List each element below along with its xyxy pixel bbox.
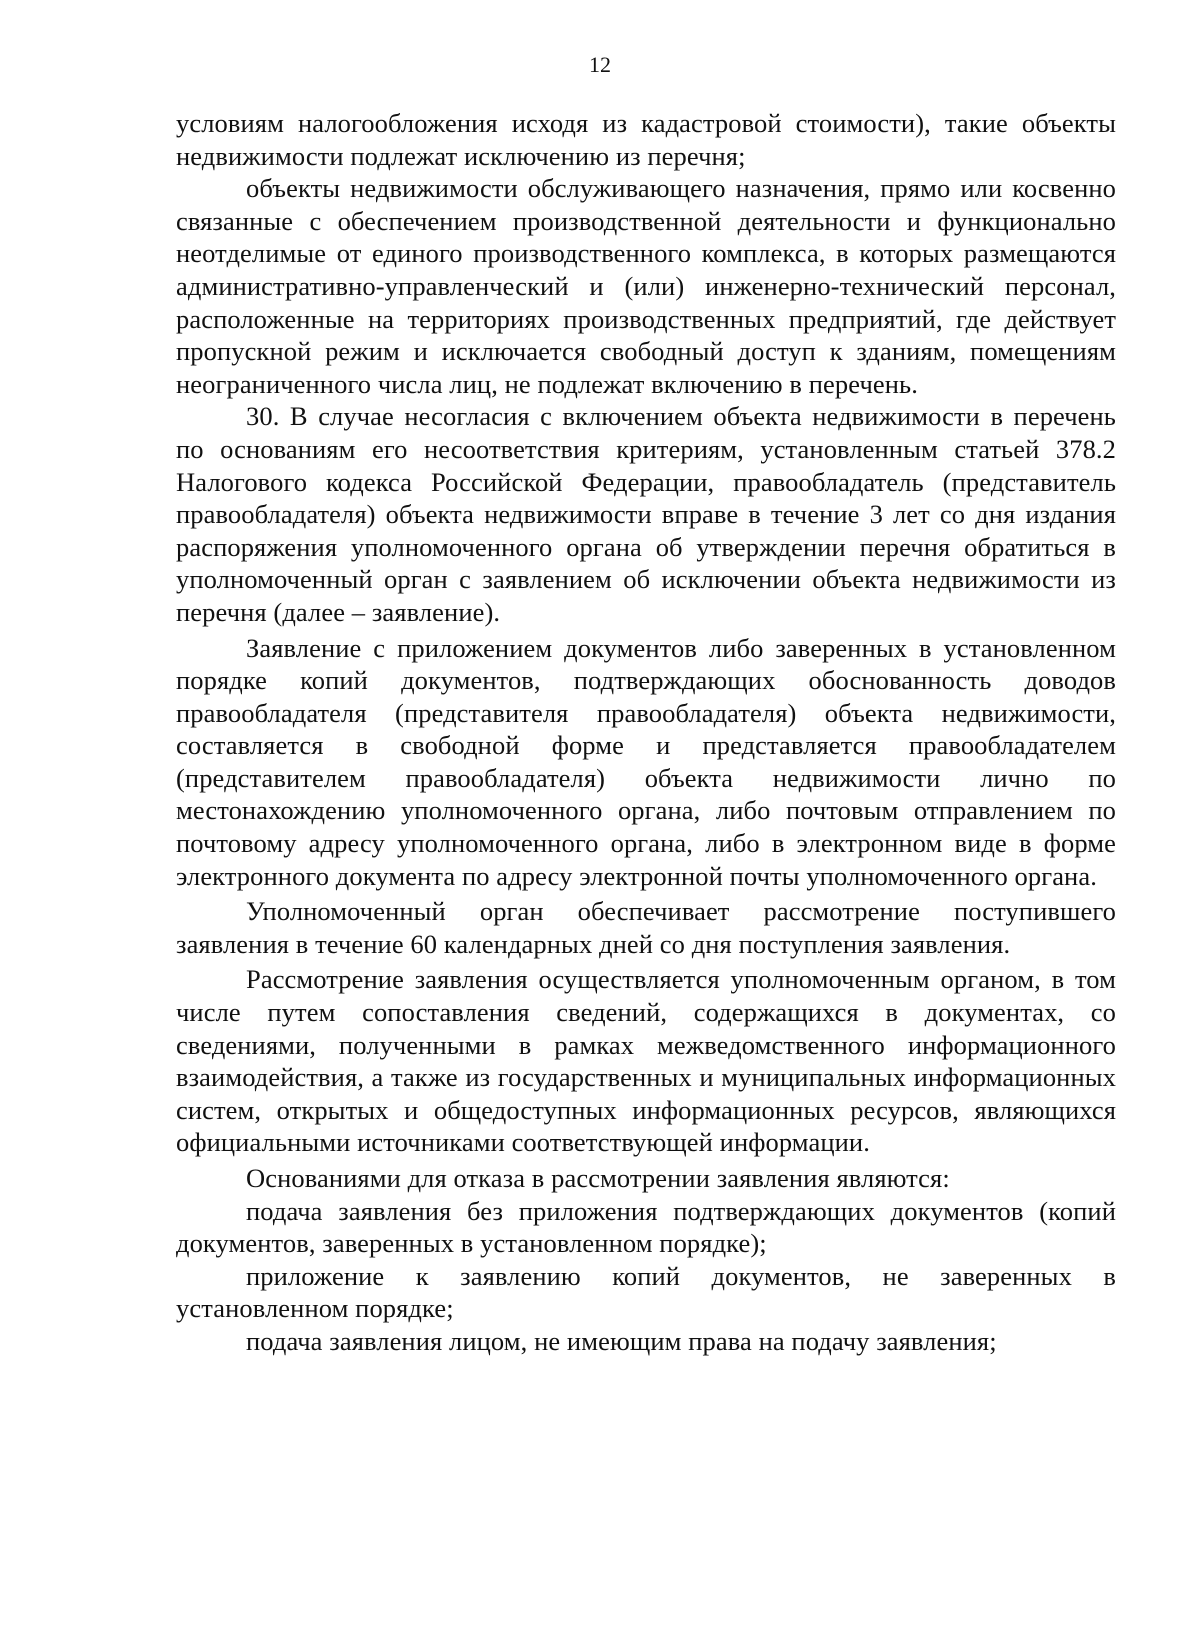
- paragraph-item-30: 30. В случае несогласия с включением объекта недвижимости в перечень по основаниям его несоответствия критериям, установленным статьей 378.2 Налогового кодекса Российской Федерации, правообладатель (представитель правообладателя) объекта недвижимости вправе в течение 3 лет со дня издания распоряжения уполномоченного органа об утверждении перечня обратиться в уполномоченный орган с заявлением об исключении объекта недвижимости из перечня (далее – заявление).: [176, 401, 1116, 627]
- list-item: подача заявления без приложения подтверждающих документов (копий документов, заверенных в установленном порядке);: [176, 1195, 1116, 1259]
- document-body: [176, 107, 1116, 1358]
- list-item: приложение к заявлению копий документов, не заверенных в установленном порядке;: [176, 1260, 1116, 1324]
- paragraph-continuation: условиям налогообложения исходя из кадастровой стоимости), такие объекты недвижимости подлежат исключению из перечня;: [176, 108, 1116, 171]
- list-item: подача заявления лицом, не имеющим права на подачу заявления;: [246, 1325, 997, 1356]
- paragraph: объекты недвижимости обслуживающего назначения, прямо или косвенно связанные с обеспечением производственной деятельности и функционально неотделимые от единого производственного комплекса, в которых размещаются административно-управленческий и (или) инженерно-технический персонал, расположенные на территориях производственных предприятий, где действует пропускной режим и исключается свободный доступ к зданиям, помещениям неограниченного числа лиц, не подлежат включению в перечень.: [176, 173, 1116, 399]
- page-number: 12: [589, 52, 611, 77]
- paragraph: Основаниями для отказа в рассмотрении заявления являются:: [246, 1163, 950, 1193]
- paragraph: Уполномоченный орган обеспечивает рассмотрение поступившего заявления в течение 60 календарных дней со дня поступления заявления.: [176, 896, 1116, 959]
- paragraph: Рассмотрение заявления осуществляется уполномоченным органом, в том числе путем сопоставления сведений, содержащихся в документах, со сведениями, полученными в рамках межведомственного информационного взаимодействия, а также из государственных и муниципальных информационных систем, открытых и общедоступных информационных ресурсов, являющихся официальными источниками соответствующей информации.: [176, 964, 1116, 1158]
- paragraph: Заявление с приложением документов либо заверенных в установленном порядке копий документов, подтверждающих обоснованность доводов правообладателя (представителя правообладателя) объекта недвижимости, составляется в свободной форме и представляется правообладателем (представителем правообладателя) объекта недвижимости лично по местонахождению уполномоченного органа, либо почтовым отправлением по почтовому адресу уполномоченного органа, либо в электронном виде в форме электронного документа по адресу электронной почты уполномоченного органа.: [176, 632, 1116, 891]
